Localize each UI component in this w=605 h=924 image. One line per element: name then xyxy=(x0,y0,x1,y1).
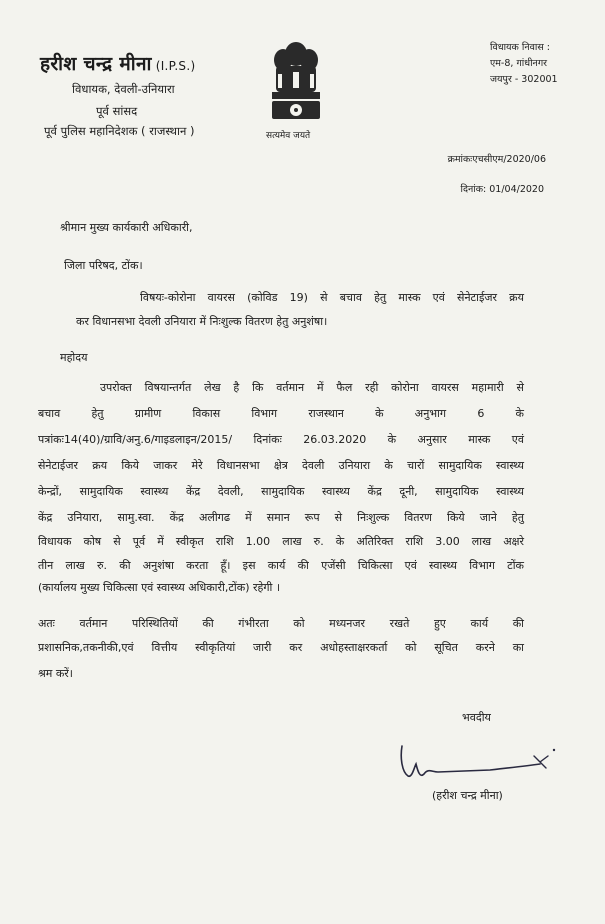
reference-number: क्रमांकःएचसीएम/2020/06 xyxy=(447,154,546,165)
closing-yours: भवदीय xyxy=(462,711,491,724)
subject-line-1: विषयः-कोरोना वायरस (कोविड 19) से बचाव हेतु मास्क एवं सेनेटाईजर क्रय xyxy=(140,291,524,304)
national-emblem-icon xyxy=(262,38,330,130)
paragraph-1-line: केन्द्रों, सामुदायिक स्वास्थ्य केंद्र देवली, सामुदायिक स्वास्थ्य केंद्र दूनी, सामुदायिक स्वास्थ्य xyxy=(38,485,524,498)
recipient-line-1: श्रीमान मुख्य कार्यकारी अधिकारी, xyxy=(60,221,193,234)
salutation: महोदय xyxy=(60,351,88,364)
residence-line-2: जयपुर - 302001 xyxy=(490,74,558,85)
paragraph-1-line: पत्रांकः14(40)/ग्रावि/अनु.6/गाइडलाइन/2015/ दिनांकः 26.03.2020 के अनुसार मास्क एवं xyxy=(38,433,524,446)
signature xyxy=(398,738,558,782)
paragraph-2-line: अतः वर्तमान परिस्थितियों की गंभीरता को मध्यनजर रखते हुए कार्य की xyxy=(38,617,524,630)
paragraph-1-line: बचाव हेतु ग्रामीण विकास विभाग राजस्थान के अनुभाग 6 के xyxy=(38,407,524,420)
subject-line-2: कर विधानसभा देवली उनियारा में निःशुल्क वितरण हेतु अनुशंषा। xyxy=(76,315,328,328)
paragraph-1-line: केंद्र उनियारा, सामु.स्वा. केंद्र अलीगढ में समान रूप से निःशुल्क वितरण किये जाने हेतु xyxy=(38,511,524,524)
sender-name-suffix: (I.P.S.) xyxy=(155,59,196,73)
paragraph-2-line: श्रम करें। xyxy=(38,667,73,680)
signatory-name: (हरीश चन्द्र मीना) xyxy=(432,789,503,802)
letter-date: दिनांक: 01/04/2020 xyxy=(460,184,544,195)
designation-mla: विधायक, देवली-उनियारा xyxy=(72,82,175,96)
paragraph-1-line: सेनेटाईजर क्रय किये जाकर मेरे विधानसभा क्षेत्र देवली उनियारा के चारों सामुदायिक स्वास्थ्य xyxy=(38,459,524,472)
paragraph-1-line: तीन लाख रु. की अनुशंषा करता हूँ। इस कार्य की एजेंसी चिकित्सा एवं स्वास्थ्य विभाग टोंक xyxy=(38,559,524,572)
recipient-line-2: जिला परिषद, टोंक। xyxy=(64,259,143,272)
residence-line-1: एम-8, गांधीनगर xyxy=(490,58,548,69)
designation-former-mp: पूर्व सांसद xyxy=(96,104,138,118)
sender-name: हरीश चन्द्र मीना (I.P.S.) xyxy=(40,53,196,75)
paragraph-2-line: प्रशासनिक,तकनीकी,एवं वित्तीय स्वीकृतियां जारी कर अधोहस्ताक्षरकर्ता को सूचित करने का xyxy=(38,641,524,654)
residence-label: विधायक निवास : xyxy=(490,42,550,53)
paragraph-1-line: विधायक कोष से पूर्व में स्वीकृत राशि 1.00 लाख रु. के अतिरिक्त राशि 3.00 लाख अक्षरे xyxy=(38,535,524,548)
designation-former-dgp: पूर्व पुलिस महानिदेशक ( राजस्थान ) xyxy=(44,124,195,138)
emblem-motto: सत्यमेव जयते xyxy=(266,131,311,141)
paragraph-1-line: (कार्यालय मुख्य चिकित्सा एवं स्वास्थ्य अधिकारी,टोंक) रहेगी । xyxy=(38,581,281,594)
paragraph-1-line: उपरोक्त विषयान्तर्गत लेख है कि वर्तमान में फैल रही कोरोना वायरस महामारी से xyxy=(100,381,524,394)
